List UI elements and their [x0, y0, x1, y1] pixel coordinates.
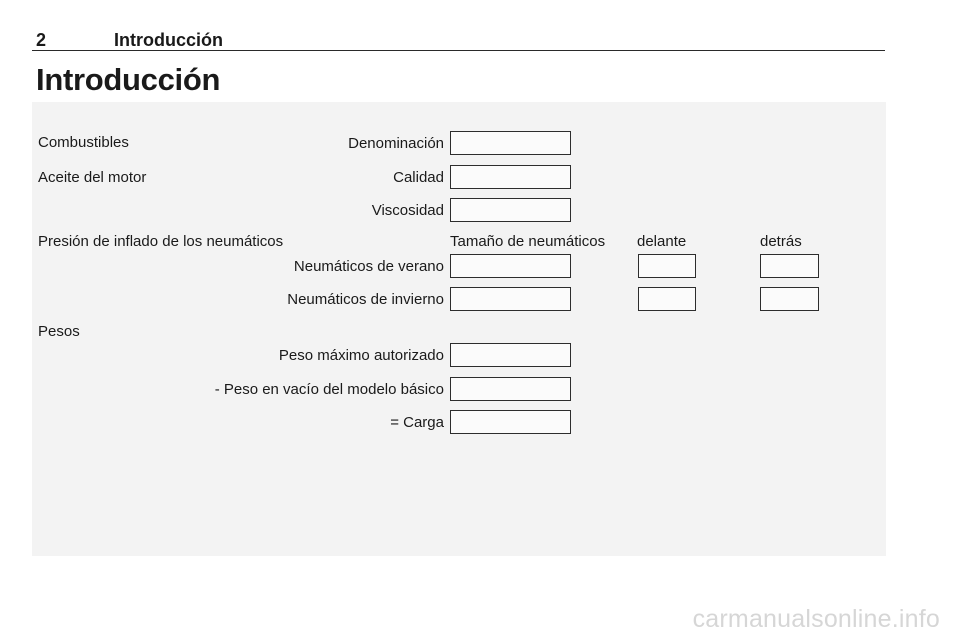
oil-quality-label: Calidad — [393, 169, 444, 186]
summer-tyre-size-field[interactable] — [450, 254, 571, 278]
front-column-header: delante — [637, 233, 687, 250]
load-field[interactable] — [450, 410, 571, 434]
empty-weight-field[interactable] — [450, 377, 571, 401]
engine-oil-label: Aceite del motor — [38, 169, 147, 186]
watermark: carmanualsonline.info — [692, 605, 940, 633]
fuel-designation-field[interactable] — [450, 131, 571, 155]
tyre-pressure-label: Presión de inflado de los neumáticos — [38, 233, 284, 250]
oil-viscosity-field[interactable] — [450, 198, 571, 222]
page-number: 2 — [36, 30, 47, 50]
rear-column-header: detrás — [760, 233, 802, 250]
winter-tyre-size-field[interactable] — [450, 287, 571, 311]
header-rule — [32, 50, 885, 51]
running-header: Introducción — [114, 30, 223, 50]
weights-label: Pesos — [38, 323, 80, 340]
max-weight-label: Peso máximo autorizado — [278, 347, 444, 364]
page-title: Introducción — [36, 62, 221, 97]
oil-quality-field[interactable] — [450, 165, 571, 189]
winter-rear-pressure-field[interactable] — [760, 287, 819, 311]
fuel-designation-label: Denominación — [348, 135, 444, 152]
oil-viscosity-label: Viscosidad — [371, 202, 444, 219]
empty-weight-label: - Peso en vacío del modelo básico — [214, 381, 444, 398]
summer-tyres-label: Neumáticos de verano — [293, 258, 444, 275]
fuel-label: Combustibles — [38, 134, 129, 151]
winter-tyres-label: Neumáticos de invierno — [287, 291, 444, 308]
max-weight-field[interactable] — [450, 343, 571, 367]
winter-front-pressure-field[interactable] — [638, 287, 696, 311]
summer-front-pressure-field[interactable] — [638, 254, 696, 278]
summer-rear-pressure-field[interactable] — [760, 254, 819, 278]
tyre-size-column-header: Tamaño de neumáticos — [450, 233, 606, 250]
load-label: = Carga — [390, 414, 444, 431]
